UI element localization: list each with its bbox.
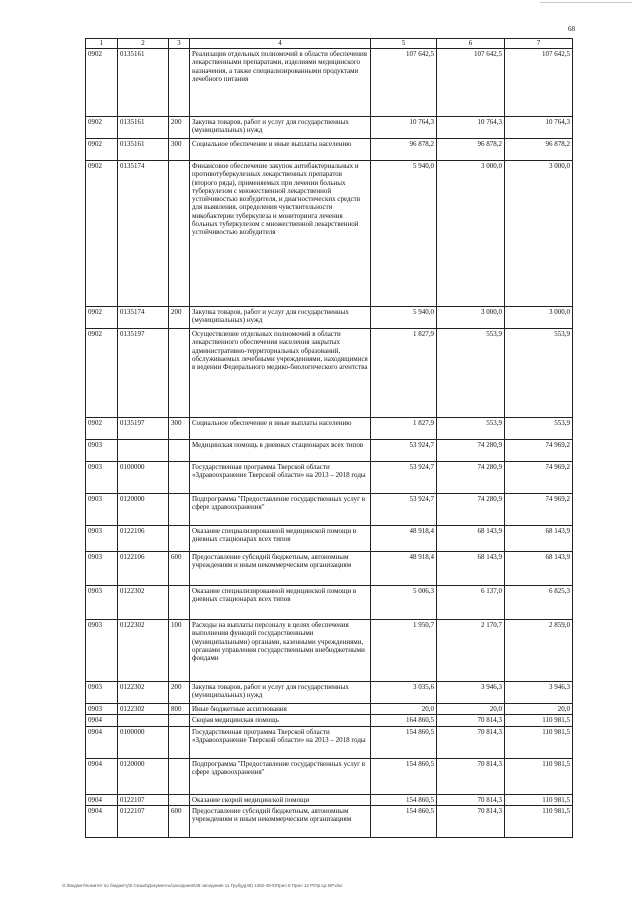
- amount-col-7: 74 969,2: [505, 462, 573, 494]
- target-code: 0122106: [118, 552, 169, 586]
- table-row: [86, 704, 573, 715]
- amount-col-6: 70 814,3: [437, 805, 505, 837]
- amount-col-6: 3 946,3: [437, 682, 505, 704]
- header-col-3: 3: [169, 39, 190, 49]
- amount-col-5: 53 924,7: [371, 440, 437, 462]
- table-row: [86, 462, 573, 494]
- amount-col-7: 10 764,3: [505, 117, 573, 139]
- section-code: 0902: [86, 49, 118, 117]
- description: Оказание специализированной медицинской помощи в дневных стационарах всех типов: [190, 586, 371, 620]
- amount-col-7: 74 969,2: [505, 440, 573, 462]
- table-row: [86, 586, 573, 620]
- amount-col-6: 74 280,9: [437, 494, 505, 526]
- section-code: 0904: [86, 726, 118, 758]
- amount-col-6: 68 143,9: [437, 552, 505, 586]
- amount-col-7: 6 825,3: [505, 586, 573, 620]
- file-path-footer: G:\Бюджет\Комитет по бюджету\5 Сезыв\Документы\заседания\49 заседание 11 Грубуд(49) 1292-49-5\Прил 5 Прил 12 Р\Пр Цс ВР.xlsx: [62, 883, 343, 888]
- amount-col-5: 1 950,7: [371, 620, 437, 682]
- table-row: [86, 329, 573, 418]
- table-row: [86, 682, 573, 704]
- amount-col-7: 553,9: [505, 418, 573, 440]
- header-col-5: 5: [371, 39, 437, 49]
- amount-col-5: 48 918,4: [371, 552, 437, 586]
- section-code: 0902: [86, 117, 118, 139]
- header-col-6: 6: [437, 39, 505, 49]
- amount-col-7: 110 981,5: [505, 726, 573, 758]
- top-scan-mark: [540, 2, 632, 3]
- table-row: [86, 117, 573, 139]
- section-code: 0902: [86, 418, 118, 440]
- table-row: [86, 794, 573, 805]
- section-code: 0903: [86, 620, 118, 682]
- section-code: 0902: [86, 161, 118, 307]
- table-row: [86, 307, 573, 329]
- table-row: [86, 620, 573, 682]
- description: Осуществление отдельных полномочий в области лекарственного обеспечения населения закрытых административно-территориальных образований, обслуживаемых лечебными учреждениями, находящимися в ведении Федерального медико-биологического агентства: [190, 329, 371, 418]
- expense-type: [169, 715, 190, 726]
- description: Государственная программа Тверской области «Здравоохранение Тверской области» на 2013 – 2018 годы: [190, 462, 371, 494]
- amount-col-6: 70 814,3: [437, 715, 505, 726]
- amount-col-5: 53 924,7: [371, 462, 437, 494]
- header-col-2: 2: [118, 39, 169, 49]
- table-row: [86, 526, 573, 552]
- section-code: 0902: [86, 329, 118, 418]
- description: Социальное обеспечение и иные выплаты населению: [190, 139, 371, 161]
- target-code: 0135197: [118, 329, 169, 418]
- expense-type: [169, 526, 190, 552]
- amount-col-5: 96 878,2: [371, 139, 437, 161]
- description: Оказание скорой медицинской помощи: [190, 794, 371, 805]
- amount-col-6: 74 280,9: [437, 440, 505, 462]
- amount-col-6: 96 878,2: [437, 139, 505, 161]
- amount-col-5: 154 860,5: [371, 726, 437, 758]
- header-row: [86, 39, 573, 49]
- section-code: 0902: [86, 139, 118, 161]
- amount-col-7: 553,9: [505, 329, 573, 418]
- amount-col-5: 5 006,3: [371, 586, 437, 620]
- target-code: 0100000: [118, 462, 169, 494]
- target-code: 0135174: [118, 161, 169, 307]
- expense-type: 600: [169, 552, 190, 586]
- header-col-1: 1: [86, 39, 118, 49]
- target-code: [118, 715, 169, 726]
- description: Государственная программа Тверской области «Здравоохранение Тверской области» на 2013 – 2018 годы: [190, 726, 371, 758]
- description: Предоставление субсидий бюджетным, автономным учреждениям и иным некоммерческим организациям: [190, 805, 371, 837]
- amount-col-6: 107 642,5: [437, 49, 505, 117]
- section-code: 0904: [86, 715, 118, 726]
- target-code: 0100000: [118, 726, 169, 758]
- section-code: 0903: [86, 552, 118, 586]
- description: Закупка товаров, работ и услуг для государственных (муниципальных) нужд: [190, 682, 371, 704]
- table-row: [86, 805, 573, 837]
- description: Иные бюджетные ассигнования: [190, 704, 371, 715]
- amount-col-7: 68 143,9: [505, 526, 573, 552]
- description: Медицинская помощь в дневных стационарах всех типов: [190, 440, 371, 462]
- table-row: [86, 552, 573, 586]
- amount-col-6: 70 814,3: [437, 758, 505, 794]
- amount-col-6: 70 814,3: [437, 726, 505, 758]
- amount-col-6: 2 170,7: [437, 620, 505, 682]
- target-code: 0135197: [118, 418, 169, 440]
- section-code: 0903: [86, 526, 118, 552]
- target-code: 0135161: [118, 117, 169, 139]
- target-code: 0122302: [118, 682, 169, 704]
- target-code: 0135161: [118, 49, 169, 117]
- amount-col-5: 3 035,6: [371, 682, 437, 704]
- amount-col-6: 553,9: [437, 329, 505, 418]
- amount-col-5: 154 860,5: [371, 758, 437, 794]
- amount-col-5: 10 764,3: [371, 117, 437, 139]
- expense-type: 300: [169, 139, 190, 161]
- expense-type: [169, 329, 190, 418]
- target-code: 0122107: [118, 805, 169, 837]
- target-code: 0122302: [118, 620, 169, 682]
- table-row: [86, 161, 573, 307]
- amount-col-5: 164 860,5: [371, 715, 437, 726]
- amount-col-6: 74 280,9: [437, 462, 505, 494]
- expense-type: [169, 494, 190, 526]
- amount-col-7: 3 946,3: [505, 682, 573, 704]
- amount-col-7: 110 981,5: [505, 794, 573, 805]
- amount-col-5: 1 827,9: [371, 418, 437, 440]
- amount-col-7: 96 878,2: [505, 139, 573, 161]
- amount-col-7: 74 969,2: [505, 494, 573, 526]
- expense-type: [169, 794, 190, 805]
- expense-type: 300: [169, 418, 190, 440]
- expense-type: [169, 49, 190, 117]
- description: Скорая медицинская помощь: [190, 715, 371, 726]
- description: Социальное обеспечение и иные выплаты населению: [190, 418, 371, 440]
- amount-col-6: 10 764,3: [437, 117, 505, 139]
- header-col-4: 4: [190, 39, 371, 49]
- amount-col-7: 2 859,0: [505, 620, 573, 682]
- target-code: [118, 440, 169, 462]
- amount-col-5: 48 918,4: [371, 526, 437, 552]
- expense-type: [169, 440, 190, 462]
- amount-col-5: 1 827,9: [371, 329, 437, 418]
- target-code: 0122107: [118, 794, 169, 805]
- amount-col-7: 107 642,5: [505, 49, 573, 117]
- target-code: 0122302: [118, 586, 169, 620]
- amount-col-7: 20,0: [505, 704, 573, 715]
- page-number: 68: [568, 25, 575, 33]
- expense-type: 200: [169, 682, 190, 704]
- section-code: 0903: [86, 704, 118, 715]
- table-row: [86, 440, 573, 462]
- target-code: 0120000: [118, 758, 169, 794]
- description: Закупка товаров, работ и услуг для государственных (муниципальных) нужд: [190, 117, 371, 139]
- expense-type: 200: [169, 307, 190, 329]
- section-code: 0904: [86, 758, 118, 794]
- table-row: [86, 715, 573, 726]
- amount-col-7: 110 981,5: [505, 805, 573, 837]
- expense-type: 200: [169, 117, 190, 139]
- expense-type: [169, 758, 190, 794]
- amount-col-6: 20,0: [437, 704, 505, 715]
- description: Расходы на выплаты персоналу в целях обеспечения выполнения функций государственными (муниципальными) органами, казенными учреждениями, органами управления государственными внебюджетными фондами: [190, 620, 371, 682]
- table-row: [86, 49, 573, 117]
- section-code: 0902: [86, 307, 118, 329]
- table-row: [86, 418, 573, 440]
- amount-col-6: 3 000,0: [437, 161, 505, 307]
- budget-table: [85, 38, 573, 838]
- expense-type: 100: [169, 620, 190, 682]
- section-code: 0903: [86, 440, 118, 462]
- expense-type: [169, 586, 190, 620]
- section-code: 0904: [86, 794, 118, 805]
- section-code: 0903: [86, 494, 118, 526]
- description: Реализация отдельных полномочий в области обеспечения лекарственными препаратами, изделиями медицинского назначения, а также специализированными продуктами лечебного питания: [190, 49, 371, 117]
- amount-col-7: 3 000,0: [505, 307, 573, 329]
- amount-col-6: 553,9: [437, 418, 505, 440]
- amount-col-5: 53 924,7: [371, 494, 437, 526]
- section-code: 0903: [86, 682, 118, 704]
- amount-col-7: 3 000,0: [505, 161, 573, 307]
- header-col-7: 7: [505, 39, 573, 49]
- amount-col-5: 5 940,0: [371, 307, 437, 329]
- amount-col-5: 20,0: [371, 704, 437, 715]
- amount-col-6: 3 000,0: [437, 307, 505, 329]
- table-row: [86, 139, 573, 161]
- table-row: [86, 758, 573, 794]
- target-code: 0135174: [118, 307, 169, 329]
- amount-col-7: 110 981,5: [505, 715, 573, 726]
- expense-type: 800: [169, 704, 190, 715]
- amount-col-6: 70 814,3: [437, 794, 505, 805]
- amount-col-7: 110 981,5: [505, 758, 573, 794]
- description: Предоставление субсидий бюджетным, автономным учреждениям и иным некоммерческим организациям: [190, 552, 371, 586]
- target-code: 0122302: [118, 704, 169, 715]
- expense-type: [169, 161, 190, 307]
- amount-col-5: 107 642,5: [371, 49, 437, 117]
- description: Финансовое обеспечение закупок антибактериальных и противотуберкулезных лекарственных препаратов (второго ряда), применяемых при лечении больных туберкулезом с множественной лекарственной устойчивостью возбудителя, и диагностических средств для выявления, определения чувствительности микобактерии туберкулеза и мониторинга лечения больных туберкулезом с множественной лекарственной устойчивостью возбудителя: [190, 161, 371, 307]
- target-code: 0122106: [118, 526, 169, 552]
- section-code: 0903: [86, 462, 118, 494]
- table-row: [86, 494, 573, 526]
- section-code: 0904: [86, 805, 118, 837]
- section-code: 0903: [86, 586, 118, 620]
- table-row: [86, 726, 573, 758]
- expense-type: [169, 726, 190, 758]
- target-code: 0120000: [118, 494, 169, 526]
- amount-col-5: 5 940,0: [371, 161, 437, 307]
- amount-col-5: 154 860,5: [371, 794, 437, 805]
- description: Подпрограмма "Предоставление государственных услуг в сфере здравоохранения": [190, 494, 371, 526]
- description: Подпрограмма "Предоставление государственных услуг в сфере здравоохранения": [190, 758, 371, 794]
- expense-type: 600: [169, 805, 190, 837]
- description: Оказание специализированной медицинской помощи в дневных стационарах всех типов: [190, 526, 371, 552]
- amount-col-5: 154 860,5: [371, 805, 437, 837]
- target-code: 0135161: [118, 139, 169, 161]
- expense-type: [169, 462, 190, 494]
- description: Закупка товаров, работ и услуг для государственных (муниципальных) нужд: [190, 307, 371, 329]
- amount-col-6: 68 143,9: [437, 526, 505, 552]
- amount-col-7: 68 143,9: [505, 552, 573, 586]
- amount-col-6: 6 137,0: [437, 586, 505, 620]
